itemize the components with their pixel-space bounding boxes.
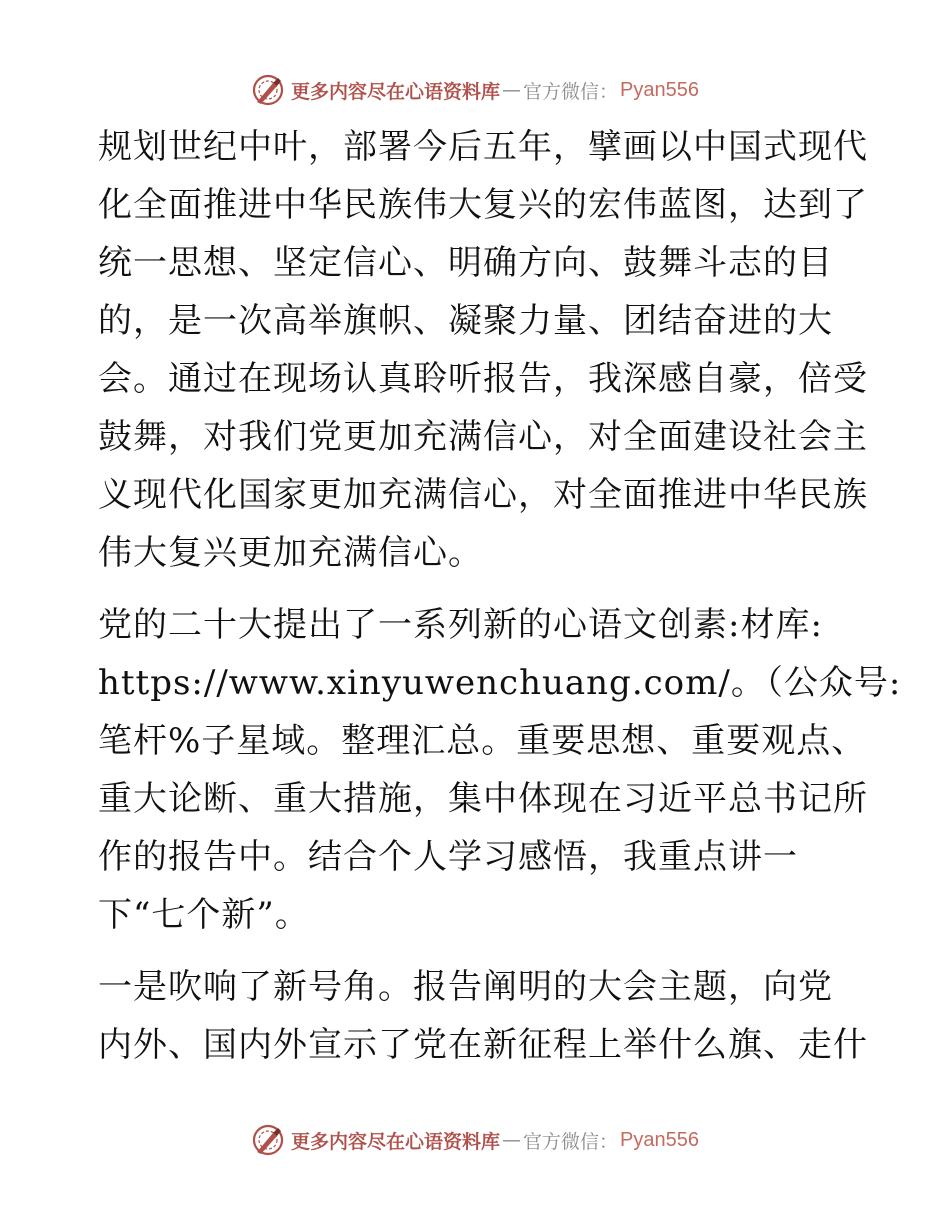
- paragraph-1: [98, 118, 868, 582]
- text-line: 统一思想、坚定信心、明确方向、鼓舞斗志的目: [98, 243, 833, 283]
- paragraph-2: [98, 596, 902, 944]
- text-line: 会。通过在现场认真聆听报告，我深感自豪，倍受: [98, 359, 868, 399]
- text-line: 重大论断、重大措施，集中体现在习近平总书记所: [98, 779, 868, 819]
- header-brand-text: 更多内容尽在心语资料库: [291, 80, 501, 103]
- text-line: 鼓舞，对我们党更加充满信心，对全面建设社会主: [98, 417, 868, 457]
- document-body: [98, 118, 902, 1088]
- footer-brand-text: 更多内容尽在心语资料库: [291, 1130, 501, 1153]
- text-line: 义现代化国家更加充满信心，对全面推进中华民族: [98, 475, 868, 515]
- pen-logo-icon: [251, 73, 285, 107]
- text-line: 内外、国内外宣示了党在新征程上举什么旗、走什: [98, 1025, 868, 1065]
- footer-separator: —: [502, 1129, 522, 1151]
- text-line: 化全面推进中华民族伟大复兴的宏伟蓝图，达到了: [98, 185, 868, 225]
- text-line: 一是吹响了新号角。报告阐明的大会主题，向党: [98, 967, 833, 1007]
- text-line: 作的报告中。结合个人学习感悟，我重点讲一: [98, 837, 798, 877]
- header-wechat-id: Pyan556: [620, 78, 699, 101]
- footer-wechat-id: Pyan556: [620, 1128, 699, 1151]
- pen-logo-icon: [251, 1123, 285, 1157]
- text-line: 下“七个新”。: [98, 895, 310, 935]
- text-line: 的，是一次高举旗帜、凝聚力量、团结奋进的大: [98, 301, 833, 341]
- header-official-label: 官方微信：: [523, 80, 619, 103]
- footer-banner: [0, 1120, 950, 1160]
- paragraph-3: [98, 958, 868, 1074]
- text-line: https://www.xinyuwenchuang.com/。（公众号:: [98, 663, 902, 703]
- footer-official-label: 官方微信：: [523, 1130, 619, 1153]
- text-line: 规划世纪中叶，部署今后五年，擘画以中国式现代: [98, 127, 868, 167]
- text-line: 笔杆%子星域。整理汇总。重要思想、重要观点、: [98, 721, 867, 761]
- header-banner: [0, 70, 950, 110]
- text-line: 伟大复兴更加充满信心。: [98, 533, 483, 573]
- text-line: 党的二十大提出了一系列新的心语文创素:材库:: [98, 605, 823, 645]
- header-separator: —: [502, 79, 522, 101]
